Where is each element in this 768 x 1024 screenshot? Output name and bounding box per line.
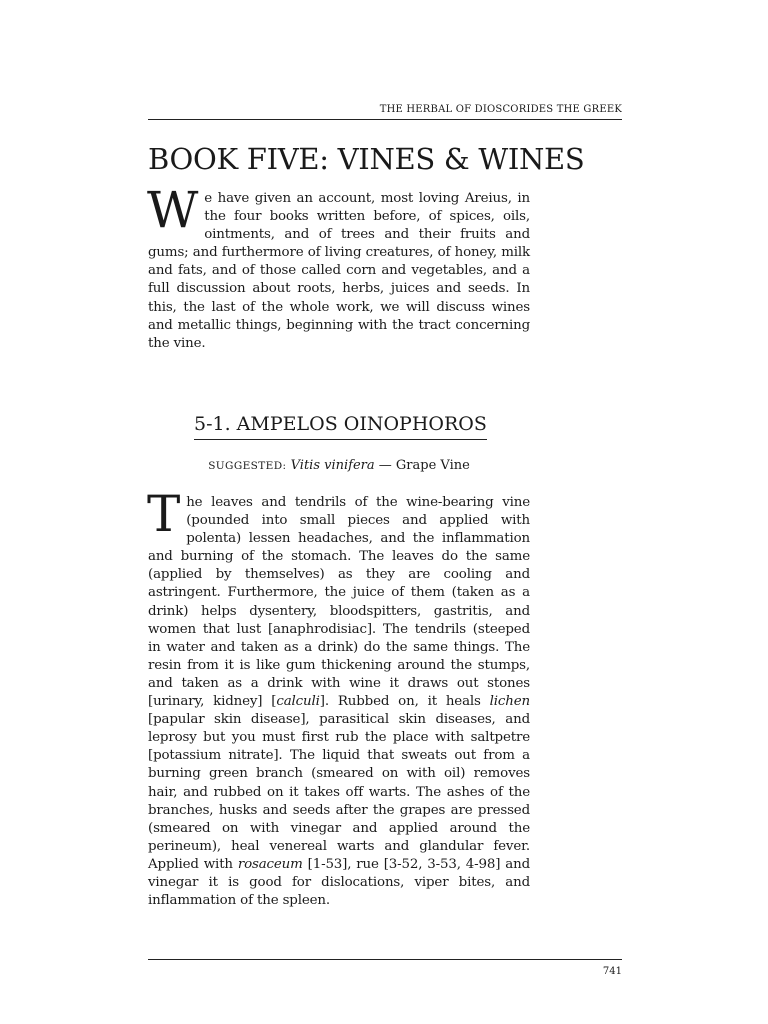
body-paragraph (147, 485, 531, 910)
body-italic-calculi: calculi (276, 694, 320, 710)
body-text-2: ]. Rubbed on, it heals (319, 694, 490, 710)
suggested-line (148, 458, 530, 473)
intro-paragraph (147, 181, 530, 353)
book-title: BOOK FIVE: VINES & WINES (148, 142, 585, 176)
body-italic-rosaceum: rosaceum (237, 856, 303, 872)
section-heading: 5-1. AMPELOS OINOPHOROS (194, 413, 487, 440)
suggested-latin: Vitis vinifera (290, 458, 375, 473)
body-text-1: he leaves and tendrils of the wine-bearing vine (pounded into small pieces and applied with polenta) lessen headaches, and the inflammation and burning of the stomach. The leaves do the same (applied by themselves) as they are cooling and astringent. Furthermore, the juice of them (taken as a drink) helps dysentery, bloodspitters, gastritis, and women that lust [anaphrodisiac]. The tendrils (steeped in water and taken as a drink) do the same things. The resin from it is like gum thickening around the stumps, and taken as a drink with wine it draws out stones [urinary, kidney] [ (148, 495, 530, 710)
body-dropcap: T (147, 485, 181, 543)
running-head: THE HERBAL OF DIOSCORIDES THE GREEK (148, 104, 622, 120)
footer-rule (148, 959, 622, 960)
suggested-label: SUGGESTED: (208, 460, 287, 472)
intro-dropcap: W (147, 181, 199, 239)
suggested-common: — Grape Vine (374, 458, 470, 473)
page-number: 741 (602, 966, 622, 977)
body-text-4: [1-53], rue [3-52, 3-53, 4-98] and vinegar it is good for dislocations, viper bites, and inflammation of the spleen. (148, 856, 530, 909)
body-text-3: [papular skin disease], parasitical skin diseases, and leprosy but you must first rub the place with saltpetre [potassium nitrate]. The liquid that sweats out from a burning green branch (smeared on with oil) removes hair, and rubbed on it takes off warts. The ashes of the branches, husks and seeds after the grapes are pressed (smeared on with vinegar and applied around the perineum), heal venereal warts and glandular fever. Applied with (148, 712, 530, 872)
intro-text: e have given an account, most loving Areius, in the four books written before, of spices, oils, ointments, and of trees and their fruits and gums; and furthermore of living creatures, of honey, milk and fats, and of those called corn and vegetables, and a full discussion about roots, herbs, juices and seeds. In this, the last of the whole work, we will discuss wines and metallic things, beginning with the tract concerning the vine. (148, 191, 530, 351)
body-italic-lichen: lichen (489, 694, 531, 710)
